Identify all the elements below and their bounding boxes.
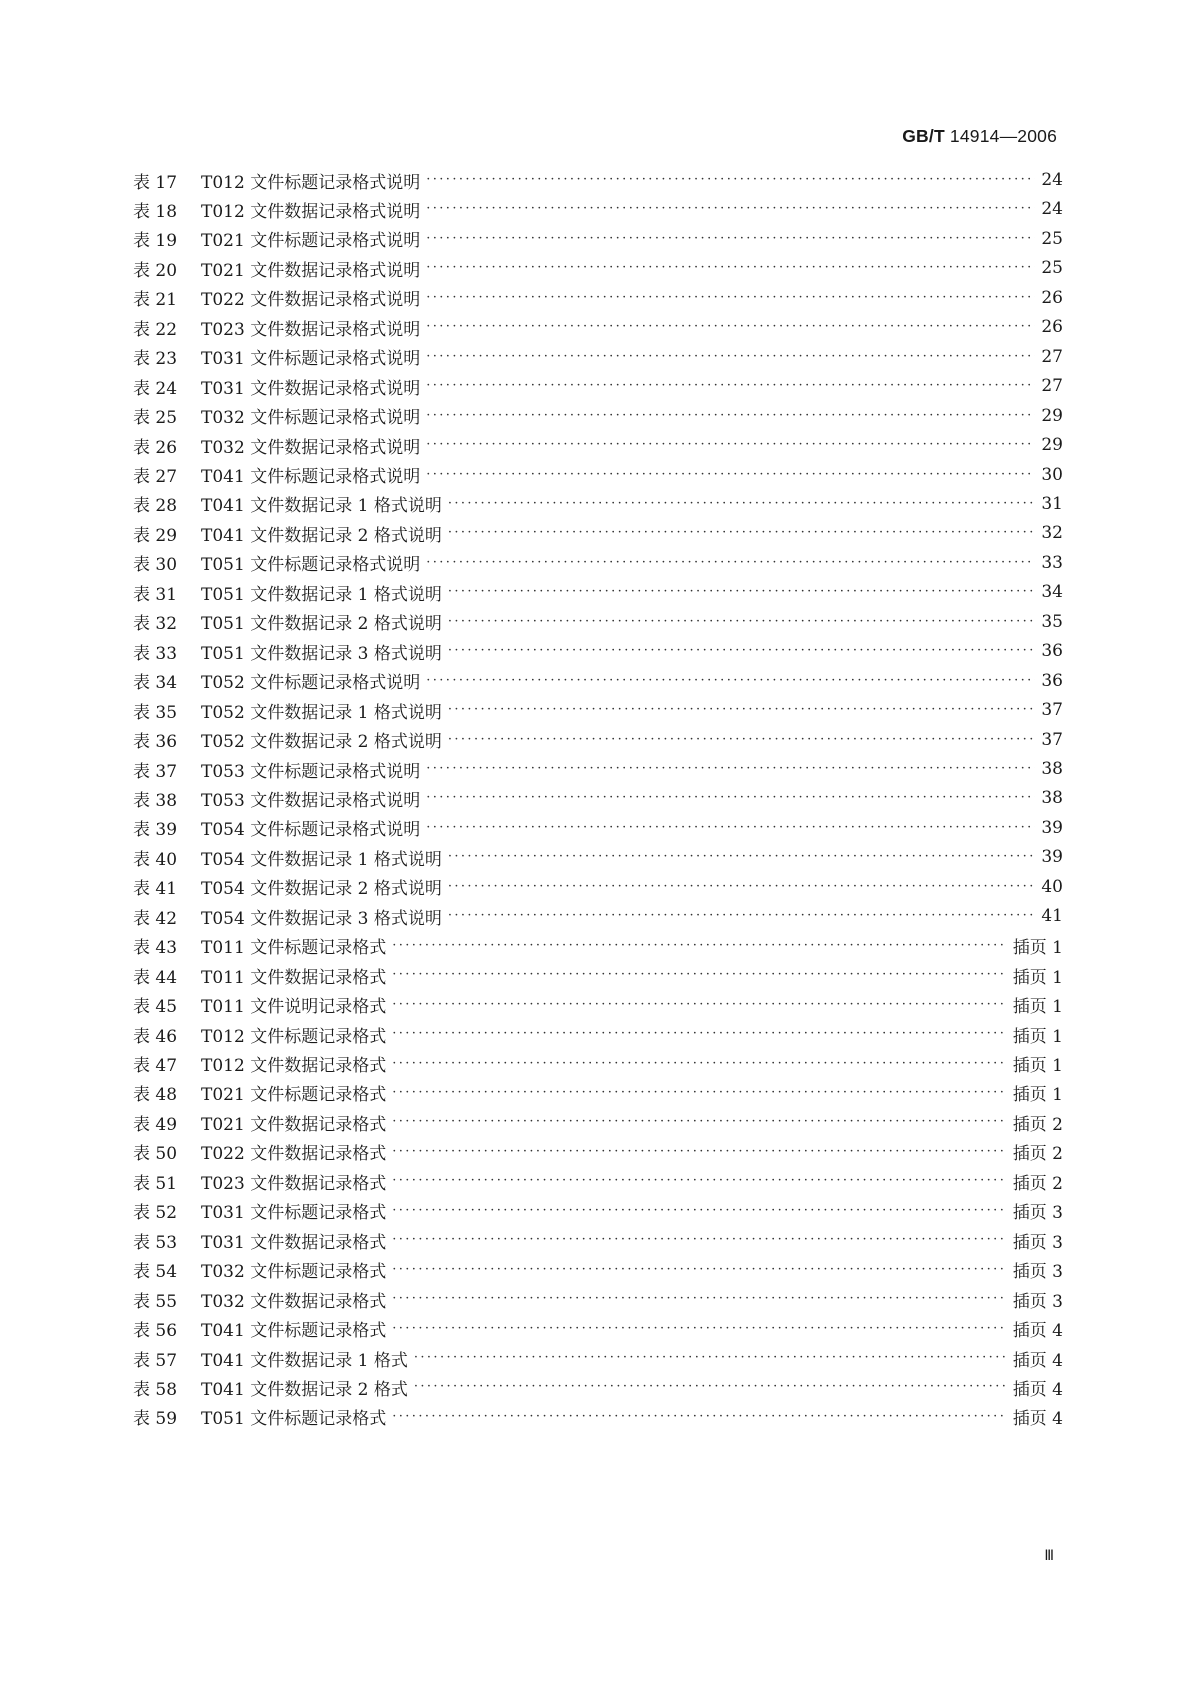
toc-entry-page: 31 — [1041, 493, 1063, 514]
toc-entry[interactable] — [133, 934, 1063, 958]
toc-entry-page: 32 — [1041, 523, 1063, 544]
toc-entry[interactable] — [133, 1140, 1063, 1164]
toc-leader-dots — [392, 934, 1007, 958]
toc-entry-page: 插页 3 — [1012, 1262, 1063, 1283]
toc-entry-title: T022 文件数据记录格式 — [201, 1144, 387, 1165]
toc-entry-title: T031 文件标题记录格式说明 — [201, 349, 421, 370]
toc-leader-dots — [448, 875, 1036, 899]
toc-entry-title: T011 文件说明记录格式 — [201, 997, 387, 1018]
toc-leader-dots — [392, 1110, 1007, 1134]
toc-entry[interactable] — [133, 315, 1063, 339]
toc-leader-dots — [392, 1140, 1007, 1164]
toc-entry-label: 表 40 — [133, 849, 178, 870]
toc-leader-dots — [392, 1052, 1007, 1076]
toc-entry-title: T012 文件标题记录格式 — [201, 1026, 387, 1047]
toc-entry[interactable] — [133, 1228, 1063, 1252]
toc-entry-label: 表 45 — [133, 997, 178, 1018]
toc-entry-label: 表 17 — [133, 172, 178, 193]
toc-entry[interactable] — [133, 1346, 1063, 1370]
toc-entry-page: 38 — [1041, 759, 1063, 779]
toc-leader-dots — [426, 345, 1035, 369]
toc-entry-label: 表 46 — [133, 1026, 178, 1047]
toc-leader-dots — [392, 1022, 1007, 1046]
toc-entry-title: T052 文件数据记录 1 格式说明 — [201, 702, 442, 723]
toc-entry[interactable] — [133, 1169, 1063, 1193]
toc-entry-title: T054 文件数据记录 3 格式说明 — [201, 908, 442, 929]
toc-entry[interactable] — [133, 757, 1063, 781]
toc-entry-page: 插页 1 — [1012, 1056, 1063, 1076]
toc-entry-page: 插页 3 — [1012, 1232, 1063, 1253]
toc-entry-page: 37 — [1041, 700, 1063, 721]
toc-leader-dots — [392, 1081, 1007, 1105]
toc-entry-page: 插页 2 — [1012, 1144, 1063, 1165]
toc-leader-dots — [426, 669, 1035, 693]
toc-entry-title: T011 文件数据记录格式 — [201, 967, 387, 988]
toc-leader-dots — [426, 168, 1035, 192]
toc-leader-dots — [426, 286, 1035, 310]
toc-entry-page: 39 — [1041, 817, 1063, 838]
toc-entry-title: T041 文件标题记录格式 — [201, 1321, 387, 1342]
toc-entry[interactable] — [133, 1110, 1063, 1134]
toc-entry-title: T032 文件标题记录格式说明 — [201, 408, 421, 429]
toc-entry-label: 表 48 — [133, 1085, 178, 1106]
toc-entry-title: T052 文件数据记录 2 格式说明 — [201, 732, 442, 753]
toc-entry-page: 29 — [1041, 435, 1063, 456]
toc-entry[interactable] — [133, 168, 1063, 192]
toc-leader-dots — [426, 463, 1035, 487]
toc-entry-title: T051 文件数据记录 1 格式说明 — [201, 584, 442, 605]
toc-entry[interactable] — [133, 786, 1063, 810]
toc-entry-page: 38 — [1041, 788, 1063, 809]
toc-entry-label: 表 51 — [133, 1173, 178, 1194]
toc-entry-page: 37 — [1041, 729, 1063, 750]
toc-entry[interactable] — [133, 845, 1063, 869]
toc-entry-title: T054 文件标题记录格式说明 — [201, 820, 421, 841]
toc-entry[interactable] — [133, 875, 1063, 899]
toc-entry-page: 34 — [1041, 582, 1063, 603]
toc-entry-title: T051 文件数据记录 3 格式说明 — [201, 643, 442, 664]
toc-entry[interactable] — [133, 639, 1063, 663]
toc-entry[interactable] — [133, 993, 1063, 1017]
toc-entry-title: T021 文件数据记录格式 — [201, 1114, 387, 1135]
toc-entry-label: 表 55 — [133, 1291, 178, 1312]
toc-entry-page: 插页 1 — [1012, 997, 1063, 1018]
toc-leader-dots — [426, 374, 1035, 398]
toc-entry-label: 表 35 — [133, 702, 178, 723]
toc-entry-label: 表 36 — [133, 732, 178, 753]
toc-entry-label: 表 57 — [133, 1350, 178, 1371]
toc-entry-title: T022 文件数据记录格式说明 — [201, 290, 421, 311]
toc-entry[interactable] — [133, 1405, 1063, 1429]
toc-entry[interactable] — [133, 1052, 1063, 1076]
toc-leader-dots — [448, 521, 1036, 545]
toc-entry-page: 29 — [1041, 405, 1063, 426]
toc-entry[interactable] — [133, 1258, 1063, 1282]
toc-entry-label: 表 18 — [133, 201, 178, 222]
toc-leader-dots — [426, 315, 1035, 339]
toc-entry-label: 表 22 — [133, 319, 178, 340]
toc-entry-page: 插页 4 — [1012, 1409, 1063, 1430]
toc-leader-dots — [448, 580, 1036, 604]
toc-entry-page: 插页 3 — [1012, 1203, 1063, 1224]
toc-leader-dots — [392, 1287, 1007, 1311]
toc-entry-title: T041 文件数据记录 2 格式 — [201, 1379, 408, 1400]
toc-entry-page: 36 — [1041, 670, 1063, 691]
toc-entry[interactable] — [133, 1317, 1063, 1341]
toc-entry-page: 40 — [1041, 876, 1063, 897]
toc-entry-label: 表 38 — [133, 790, 178, 811]
toc-entry-title: T051 文件标题记录格式 — [201, 1409, 387, 1430]
toc-entry[interactable] — [133, 963, 1063, 987]
toc-leader-dots — [426, 757, 1035, 781]
toc-entry-label: 表 30 — [133, 555, 178, 576]
toc-leader-dots — [426, 786, 1035, 810]
toc-entry-title: T031 文件标题记录格式 — [201, 1203, 387, 1224]
toc-leader-dots — [448, 698, 1036, 722]
page-number: Ⅲ — [1044, 1547, 1054, 1563]
toc-entry-label: 表 24 — [133, 378, 178, 399]
toc-entry-page: 24 — [1041, 199, 1063, 220]
toc-leader-dots — [426, 551, 1035, 575]
toc-leader-dots — [426, 816, 1035, 840]
toc-entry-page: 35 — [1041, 611, 1063, 632]
toc-entry[interactable] — [133, 197, 1063, 221]
toc-entry-label: 表 56 — [133, 1321, 178, 1342]
toc-entry-page: 插页 3 — [1012, 1291, 1063, 1312]
toc-entry-label: 表 21 — [133, 290, 178, 311]
toc-entry-title: T032 文件数据记录格式 — [201, 1291, 387, 1312]
toc-leader-dots — [426, 197, 1035, 221]
toc-entry-page: 插页 2 — [1012, 1173, 1063, 1194]
toc-entry-label: 表 50 — [133, 1144, 178, 1165]
standard-prefix: GB/T — [902, 126, 945, 146]
toc-entry-label: 表 53 — [133, 1232, 178, 1253]
toc-leader-dots — [426, 433, 1035, 457]
toc-entry-label: 表 31 — [133, 584, 178, 605]
toc-entry-page: 26 — [1041, 317, 1063, 338]
toc-entry-page: 25 — [1041, 258, 1063, 279]
toc-entry-label: 表 54 — [133, 1262, 178, 1283]
toc-entry-title: T053 文件标题记录格式说明 — [201, 761, 421, 782]
toc-entry[interactable] — [133, 728, 1063, 752]
standard-code: 14914—2006 — [944, 126, 1057, 146]
toc-entry-page: 插页 1 — [1012, 1085, 1063, 1106]
toc-entry-title: T051 文件标题记录格式说明 — [201, 555, 421, 576]
toc-entry-title: T053 文件数据记录格式说明 — [201, 790, 421, 811]
toc-entry[interactable] — [133, 256, 1063, 280]
toc-entry-page: 24 — [1041, 170, 1063, 190]
toc-leader-dots — [392, 963, 1007, 987]
toc-leader-dots — [414, 1346, 1007, 1370]
toc-entry-label: 表 32 — [133, 614, 178, 635]
toc-entry[interactable] — [133, 1375, 1063, 1399]
toc-entry-label: 表 26 — [133, 437, 178, 458]
standard-number — [902, 126, 1057, 147]
toc-entry[interactable] — [133, 1022, 1063, 1046]
toc-entry-page: 插页 1 — [1012, 1026, 1063, 1047]
toc-entry-title: T054 文件数据记录 2 格式说明 — [201, 879, 442, 900]
toc-leader-dots — [392, 1228, 1007, 1252]
toc-leader-dots — [448, 610, 1036, 634]
toc-entry-title: T011 文件标题记录格式 — [201, 938, 387, 959]
toc-entry-page: 25 — [1041, 228, 1063, 249]
toc-leader-dots — [448, 492, 1036, 516]
toc-entry-title: T012 文件数据记录格式说明 — [201, 201, 421, 222]
toc-leader-dots — [392, 1258, 1007, 1282]
toc-entry-label: 表 34 — [133, 673, 178, 694]
toc-entry-page: 33 — [1041, 552, 1063, 573]
toc-entry[interactable] — [133, 551, 1063, 575]
toc-entry[interactable] — [133, 580, 1063, 604]
toc-entry-label: 表 27 — [133, 467, 178, 487]
toc-leader-dots — [392, 1405, 1007, 1429]
toc-entry-label: 表 20 — [133, 260, 178, 281]
toc-entry-title: T041 文件标题记录格式说明 — [201, 467, 421, 487]
toc-entry-title: T032 文件标题记录格式 — [201, 1262, 387, 1283]
toc-entry-page: 插页 2 — [1012, 1114, 1063, 1135]
toc-entry-label: 表 44 — [133, 967, 178, 988]
toc-entry-label: 表 52 — [133, 1203, 178, 1224]
toc-entry-title: T021 文件标题记录格式 — [201, 1085, 387, 1106]
toc-entry-title: T031 文件数据记录格式说明 — [201, 378, 421, 399]
toc-entry-title: T052 文件标题记录格式说明 — [201, 673, 421, 694]
toc-entry-label: 表 33 — [133, 643, 178, 664]
toc-entry-label: 表 41 — [133, 879, 178, 900]
toc-entry[interactable] — [133, 1081, 1063, 1105]
toc-leader-dots — [426, 256, 1035, 280]
toc-leader-dots — [392, 993, 1007, 1017]
toc-entry-title: T021 文件数据记录格式说明 — [201, 260, 421, 281]
toc-entry-label: 表 29 — [133, 525, 178, 546]
toc-entry-label: 表 39 — [133, 820, 178, 841]
toc-entry-title: T051 文件数据记录 2 格式说明 — [201, 614, 442, 635]
toc-entry-label: 表 23 — [133, 349, 178, 370]
toc-entry[interactable] — [133, 904, 1063, 928]
toc-entry-label: 表 19 — [133, 231, 178, 252]
toc-entry-title: T012 文件数据记录格式 — [201, 1056, 387, 1076]
toc-entry-page: 插页 1 — [1012, 938, 1063, 959]
toc-entry-label: 表 58 — [133, 1379, 178, 1400]
toc-leader-dots — [448, 845, 1036, 869]
toc-entry-label: 表 28 — [133, 496, 178, 517]
toc-entry[interactable] — [133, 404, 1063, 428]
toc-entry[interactable] — [133, 669, 1063, 693]
toc-entry-page: 插页 4 — [1012, 1321, 1063, 1342]
toc-entry-page: 插页 4 — [1012, 1350, 1063, 1371]
toc-entry-page: 27 — [1041, 376, 1063, 397]
toc-entry-title: T041 文件数据记录 1 格式说明 — [201, 496, 442, 517]
toc-entry-title: T041 文件数据记录 1 格式 — [201, 1350, 408, 1371]
toc-entry[interactable] — [133, 1199, 1063, 1223]
toc-entry-title: T023 文件数据记录格式 — [201, 1173, 387, 1194]
toc-leader-dots — [426, 227, 1035, 251]
toc-entry[interactable] — [133, 698, 1063, 722]
toc-entry[interactable] — [133, 816, 1063, 840]
toc-entry-page: 26 — [1041, 287, 1063, 308]
toc-entry[interactable] — [133, 345, 1063, 369]
toc-entry[interactable] — [133, 610, 1063, 634]
toc-leader-dots — [392, 1317, 1007, 1341]
toc-entry-title: T031 文件数据记录格式 — [201, 1232, 387, 1253]
toc-leader-dots — [392, 1169, 1007, 1193]
toc-entry-label: 表 49 — [133, 1114, 178, 1135]
toc-entry-title: T023 文件数据记录格式说明 — [201, 319, 421, 340]
toc-entry-title: T041 文件数据记录 2 格式说明 — [201, 525, 442, 546]
toc-entry-title: T054 文件数据记录 1 格式说明 — [201, 849, 442, 870]
toc-leader-dots — [414, 1375, 1007, 1399]
toc-entry-title: T032 文件数据记录格式说明 — [201, 437, 421, 458]
toc-entry[interactable] — [133, 433, 1063, 457]
toc-entry-label: 表 47 — [133, 1056, 178, 1076]
toc-entry-page: 41 — [1041, 906, 1063, 927]
toc-entry-label: 表 37 — [133, 761, 178, 782]
toc-entry-label: 表 43 — [133, 938, 178, 959]
toc-entry[interactable] — [133, 463, 1063, 487]
toc-entry[interactable] — [133, 227, 1063, 251]
toc-entry-label: 表 25 — [133, 408, 178, 429]
toc-entry[interactable] — [133, 521, 1063, 545]
toc-entry-label: 表 42 — [133, 908, 178, 929]
toc-entry[interactable] — [133, 374, 1063, 398]
toc-entry[interactable] — [133, 286, 1063, 310]
toc-entry-page: 39 — [1041, 847, 1063, 868]
toc-entry[interactable] — [133, 1287, 1063, 1311]
toc-entry-page: 插页 4 — [1012, 1379, 1063, 1400]
toc-leader-dots — [448, 728, 1036, 752]
toc-entry-page: 27 — [1041, 346, 1063, 367]
toc-leader-dots — [448, 904, 1036, 928]
toc-leader-dots — [392, 1199, 1007, 1223]
toc-entry-title: T021 文件标题记录格式说明 — [201, 231, 421, 252]
toc-entry-title: T012 文件标题记录格式说明 — [201, 172, 421, 193]
toc-leader-dots — [448, 639, 1036, 663]
toc-entry-page: 插页 1 — [1012, 967, 1063, 988]
toc-leader-dots — [426, 404, 1035, 428]
toc-entry[interactable] — [133, 492, 1063, 516]
toc-entry-label: 表 59 — [133, 1409, 178, 1430]
toc-entry-page: 30 — [1041, 464, 1063, 485]
toc-entry-page: 36 — [1041, 641, 1063, 662]
